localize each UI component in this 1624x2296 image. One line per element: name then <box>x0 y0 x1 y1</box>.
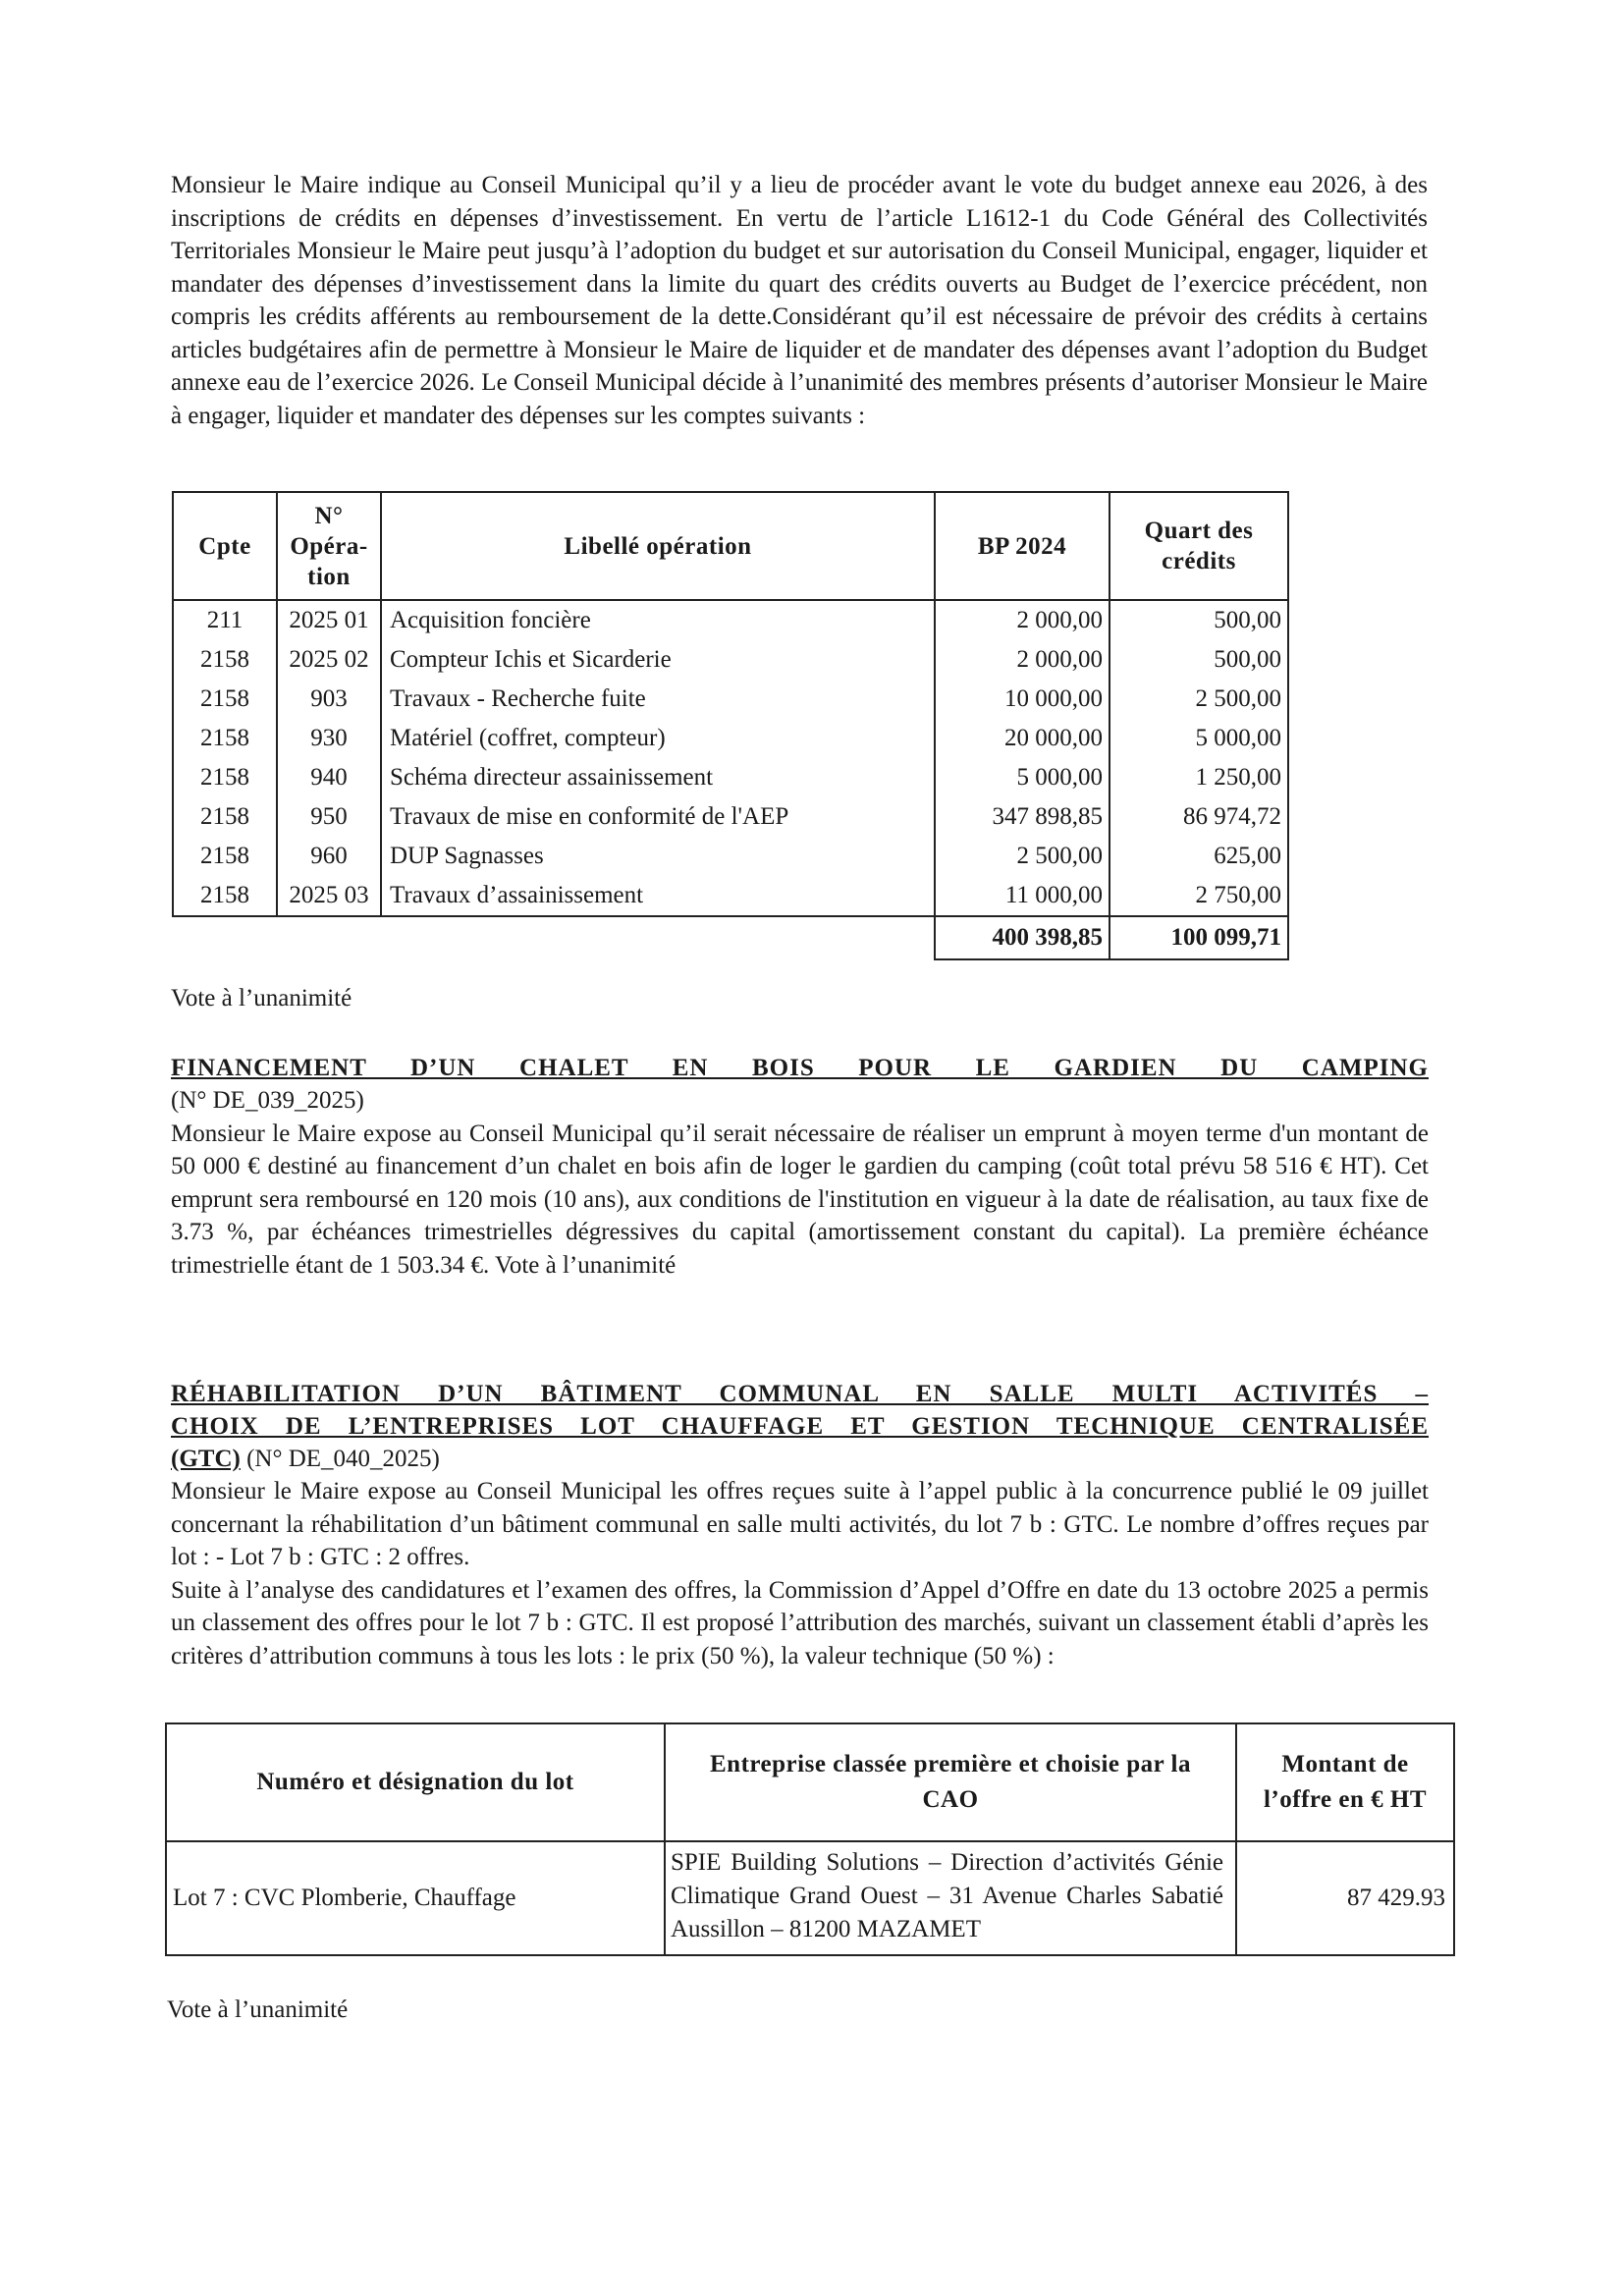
cell-libelle: Matériel (coffret, compteur) <box>381 719 935 758</box>
total-bp: 400 398,85 <box>935 916 1110 959</box>
section-rehab-paragraph1: Monsieur le Maire expose au Conseil Municipal les offres reçues suite à l’appel public à la concurrence publié le 09 juillet concernant la réhabilitation d’un bâtiment communal en salle multi activités, du lot 7 b : GTC. Le nombre d’offres reçues par lot : - Lot 7 b : GTC : 2 offres. <box>171 1478 1429 1570</box>
cell-operation: 2025 03 <box>277 876 381 916</box>
cell-quart: 1 250,00 <box>1110 758 1288 797</box>
cell-cpte: 2158 <box>173 680 277 719</box>
vote-statement-3: Vote à l’unanimité <box>167 1996 349 2023</box>
header-lot: Numéro et désignation du lot <box>166 1723 665 1841</box>
cell-bp: 5 000,00 <box>935 758 1110 797</box>
cell-montant: 87 429.93 <box>1236 1841 1454 1955</box>
cell-bp: 2 000,00 <box>935 640 1110 680</box>
cell-operation: 930 <box>277 719 381 758</box>
intro-section <box>171 169 1429 432</box>
cell-quart: 500,00 <box>1110 600 1288 640</box>
cell-bp: 2 000,00 <box>935 600 1110 640</box>
cell-quart: 625,00 <box>1110 837 1288 876</box>
table-row <box>173 600 1288 640</box>
cell-quart: 2 750,00 <box>1110 876 1288 916</box>
credits-table-header <box>173 492 1288 600</box>
section-rehab <box>171 1378 1429 1672</box>
section-chalet-paragraph: Monsieur le Maire expose au Conseil Municipal qu’il serait nécessaire de réaliser un emprunt à moyen terme d'un montant de 50 000 € destiné au financement d’un chalet en bois afin de loger le gardien du camping (coût total prévu 58 516 € HT). Cet emprunt sera remboursé en 120 mois (10 ans), aux conditions de l'institution en vigueur à la date de réalisation, au taux fixe de 3.73 %, par échéances trimestrielles dégressives du capital (amortissement constant du capital). La première échéance trimestrielle étant de 1 503.34 €. Vote à l’unanimité <box>171 1120 1429 1279</box>
section-rehab-title-line3-wrap <box>171 1443 1429 1475</box>
cell-quart: 500,00 <box>1110 640 1288 680</box>
credits-table <box>172 491 1289 960</box>
cell-cpte: 2158 <box>173 758 277 797</box>
header-quart-line1: Quart des <box>1144 518 1254 544</box>
cell-operation: 2025 01 <box>277 600 381 640</box>
lot-table <box>165 1722 1455 1956</box>
header-cpte: Cpte <box>173 492 277 600</box>
table-row <box>173 719 1288 758</box>
section-chalet <box>171 1052 1429 1282</box>
cell-operation: 2025 02 <box>277 640 381 680</box>
header-quart-credits <box>1110 492 1288 600</box>
section-chalet-title: FINANCEMENT D’UN CHALET EN BOIS POUR LE GARDIEN DU CAMPING <box>171 1055 1429 1081</box>
cell-quart: 86 974,72 <box>1110 797 1288 837</box>
lot-table-header <box>166 1723 1454 1841</box>
cell-bp: 10 000,00 <box>935 680 1110 719</box>
table-row <box>173 837 1288 876</box>
totals-row <box>173 916 1288 959</box>
table-row <box>173 680 1288 719</box>
vote-statement-1: Vote à l’unanimité <box>171 985 352 1011</box>
cell-bp: 20 000,00 <box>935 719 1110 758</box>
section-rehab-ref: (N° DE_040_2025) <box>240 1446 440 1472</box>
header-libelle: Libellé opération <box>381 492 935 600</box>
section-chalet-ref: (N° DE_039_2025) <box>171 1087 364 1114</box>
table-row <box>173 876 1288 916</box>
intro-paragraph: Monsieur le Maire indique au Conseil Municipal qu’il y a lieu de procéder avant le vote du budget annexe eau 2026, à des inscriptions de crédits en dépenses d’investissement. En vertu de l’article L1612-1 du Code Général des Collectivités Territoriales Monsieur le Maire peut jusqu’à l’adoption du budget et sur autorisation du Conseil Municipal, engager, liquider et mandater des dépenses d’investissement dans la limite du quart des crédits ouverts au Budget de l’exercice précédent, non compris les crédits afférents au remboursement de la dette.Considérant qu’il est nécessaire de prévoir des crédits à certains articles budgétaires afin de permettre à Monsieur le Maire de liquider et de mandater des dépenses avant l’adoption du Budget annexe eau de l’exercice 2026. Le Conseil Municipal décide à l’unanimité des membres présents d’autoriser Monsieur le Maire à engager, liquider et mandater des dépenses sur les comptes suivants : <box>171 172 1428 429</box>
cell-operation: 960 <box>277 837 381 876</box>
header-num-op-line1: N° <box>314 502 344 529</box>
cell-libelle: DUP Sagnasses <box>381 837 935 876</box>
cell-bp: 2 500,00 <box>935 837 1110 876</box>
header-entreprise: Entreprise classée première et choisie par la CAO <box>665 1723 1236 1841</box>
header-quart-line2: crédits <box>1162 548 1236 574</box>
section-rehab-title-line1: RÉHABILITATION D’UN BÂTIMENT COMMUNAL EN SALLE MULTI ACTIVITÉS – <box>171 1381 1429 1407</box>
header-num-op-line3: tion <box>307 563 351 590</box>
header-num-operation <box>277 492 381 600</box>
header-montant: Montant de l’offre en € HT <box>1236 1723 1454 1841</box>
cell-operation: 903 <box>277 680 381 719</box>
cell-cpte: 2158 <box>173 640 277 680</box>
table-row <box>173 640 1288 680</box>
totals-spacer <box>173 916 935 959</box>
cell-entreprise: SPIE Building Solutions – Direction d’activités Génie Climatique Grand Ouest – 31 Avenue Charles Sabatié Aussillon – 81200 MAZAMET <box>665 1841 1236 1955</box>
table-row <box>166 1841 1454 1955</box>
cell-bp: 11 000,00 <box>935 876 1110 916</box>
cell-libelle: Travaux - Recherche fuite <box>381 680 935 719</box>
cell-cpte: 2158 <box>173 797 277 837</box>
total-quart: 100 099,71 <box>1110 916 1288 959</box>
table-row <box>173 758 1288 797</box>
cell-libelle: Travaux d’assainissement <box>381 876 935 916</box>
section-rehab-paragraph2: Suite à l’analyse des candidatures et l’examen des offres, la Commission d’Appel d’Offre en date du 13 octobre 2025 a permis un classement des offres pour le lot 7 b : GTC. Il est proposé l’attribution des marchés, suivant un classement établi d’après les critères d’attribution communs à tous les lots : le prix (50 %), la valeur technique (50 %) : <box>171 1576 1429 1669</box>
section-rehab-title-line3: (GTC) <box>171 1446 241 1472</box>
cell-cpte: 2158 <box>173 719 277 758</box>
cell-libelle: Schéma directeur assainissement <box>381 758 935 797</box>
cell-operation: 950 <box>277 797 381 837</box>
cell-lot: Lot 7 : CVC Plomberie, Chauffage <box>166 1841 665 1955</box>
header-num-op-line2: Opéra- <box>290 532 368 560</box>
cell-libelle: Compteur Ichis et Sicarderie <box>381 640 935 680</box>
cell-libelle: Acquisition foncière <box>381 600 935 640</box>
cell-bp: 347 898,85 <box>935 797 1110 837</box>
cell-cpte: 211 <box>173 600 277 640</box>
cell-cpte: 2158 <box>173 837 277 876</box>
cell-operation: 940 <box>277 758 381 797</box>
cell-cpte: 2158 <box>173 876 277 916</box>
header-bp-2024: BP 2024 <box>935 492 1110 600</box>
cell-quart: 5 000,00 <box>1110 719 1288 758</box>
cell-quart: 2 500,00 <box>1110 680 1288 719</box>
cell-libelle: Travaux de mise en conformité de l'AEP <box>381 797 935 837</box>
table-row <box>173 797 1288 837</box>
section-rehab-title-line2: CHOIX DE L’ENTREPRISES LOT CHAUFFAGE ET GESTION TECHNIQUE CENTRALISÉE <box>171 1413 1429 1440</box>
